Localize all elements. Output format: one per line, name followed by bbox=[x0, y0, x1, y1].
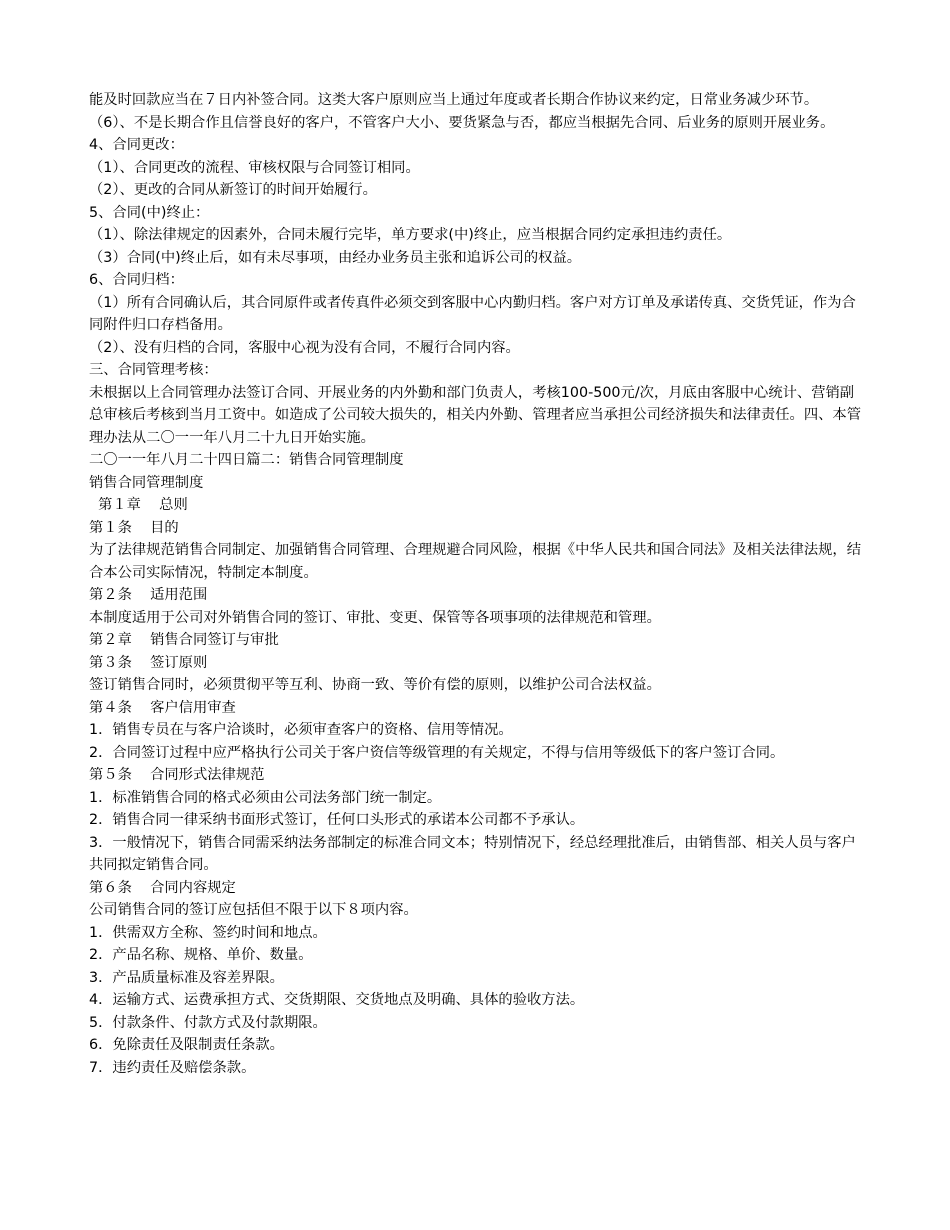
section-heading: 6、合同归档： bbox=[89, 272, 184, 288]
date-line: 二〇一一年八月二十四日篇二：销售合同管理制度 bbox=[89, 452, 404, 468]
article-heading: 第３条 签订原则 bbox=[89, 654, 208, 671]
paragraph-line: 能及时回款应当在７日内补签合同。这类大客户原则应当上通过年度或者长期合作协议来约定，日常业务减少环节。 bbox=[89, 92, 819, 108]
section-heading: 5、合同(中)终止： bbox=[89, 204, 210, 221]
paragraph-line: 为了法律规范销售合同制定、加强销售合同管理、合理规避合同风险，根据《中华人民共和国合同法》及相关法律法规，结合本公司实际情况，特制定本制度。 bbox=[89, 542, 862, 581]
list-item: 2．销售合同一律采纳书面形式签订，任何口头形式的承诺本公司都不予承认。 bbox=[89, 812, 585, 828]
list-item: （2）、没有归档的合同，客服中心视为没有合同，不履行合同内容。 bbox=[89, 339, 520, 356]
list-item: 2．合同签订过程中应严格执行公司关于客户资信等级管理的有关规定，不得与信用等级低下的客户签订合同。 bbox=[89, 744, 785, 761]
paragraph-line: 签订销售合同时，必须贯彻平等互利、协商一致、等价有偿的原则，以维护公司合法权益。 bbox=[89, 677, 661, 693]
chapter-heading: 第１章 总则 bbox=[89, 497, 188, 513]
list-item: （1）、除法律规定的因素外，合同未履行完毕，单方要求(中)终止，应当根据合同约定承担违约责任。 bbox=[89, 227, 732, 243]
list-item: 1．供需双方全称、签约时间和地点。 bbox=[89, 924, 327, 941]
paragraph-line: 本制度适用于公司对外销售合同的签订、审批、变更、保管等各项事项的法律规范和管理。 bbox=[89, 609, 661, 626]
list-item: 3．一般情况下，销售合同需采纳法务部制定的标准合同文本；特别情况下，经总经理批准后，由销售部、相关人员与客户共同拟定销售合同。 bbox=[89, 834, 856, 873]
article-heading: 第１条 目的 bbox=[89, 519, 179, 536]
list-item: 1．销售专员在与客户洽谈时，必须审查客户的资格、信用等情况。 bbox=[89, 722, 513, 738]
paragraph-line: 未根据以上合同管理办法签订合同、开展业务的内外勤和部门负责人，考核100-500元/次，月底由客服中心统计、营销副总审核后考核到当月工资中。如造成了公司较大损失的，相关内外勤、管理者应当承担公司经济损失和法律责任。四、本管理办法从二〇一一年八月二十九日开始实施。 bbox=[89, 384, 862, 446]
list-item: （1）、合同更改的流程、审核权限与合同签订相同。 bbox=[89, 159, 420, 176]
list-item: 5．付款条件、付款方式及付款期限。 bbox=[89, 1014, 327, 1031]
list-item: 4．运输方式、运费承担方式、交货期限、交货地点及明确、具体的验收方法。 bbox=[89, 992, 585, 1008]
paragraph-line: 公司销售合同的签订应包括但不限于以下８项内容。 bbox=[89, 902, 418, 918]
list-item: 2．产品名称、规格、单价、数量。 bbox=[89, 947, 313, 963]
article-heading: 第４条 客户信用审查 bbox=[89, 699, 236, 716]
list-item: （3）合同(中)终止后，如有未尽事项，由经办业务员主张和追诉公司的权益。 bbox=[89, 249, 582, 266]
chapter-heading: 第２章 销售合同签订与审批 bbox=[89, 632, 279, 648]
list-item: （1）所有合同确认后，其合同原件或者传真件必须交到客服中心内勤归档。客户对方订单及承诺传真、交货凭证，作为合同附件归口存档备用。 bbox=[89, 294, 856, 333]
article-heading: 第２条 适用范围 bbox=[89, 587, 208, 603]
document-title: 销售合同管理制度 bbox=[89, 474, 204, 491]
article-heading: 第６条 合同内容规定 bbox=[89, 879, 236, 896]
section-heading: 4、合同更改： bbox=[89, 137, 184, 153]
document-page bbox=[89, 89, 864, 1079]
article-heading: 第５条 合同形式法律规范 bbox=[89, 767, 265, 783]
list-item: 6．免除责任及限制责任条款。 bbox=[89, 1037, 284, 1053]
list-item: 3．产品质量标准及容差界限。 bbox=[89, 969, 284, 986]
list-item: （2）、更改的合同从新签订的时间开始履行。 bbox=[89, 182, 377, 198]
list-item: 7．违约责任及赔偿条款。 bbox=[89, 1059, 256, 1076]
list-item: 1．标准销售合同的格式必须由公司法务部门统一制定。 bbox=[89, 789, 442, 806]
section-heading: 三、合同管理考核： bbox=[89, 362, 218, 378]
paragraph-line: （6）、不是长期合作且信誉良好的客户，不管客户大小、要货紧急与否，都应当根据先合同、后业务的原则开展业务。 bbox=[89, 114, 835, 131]
